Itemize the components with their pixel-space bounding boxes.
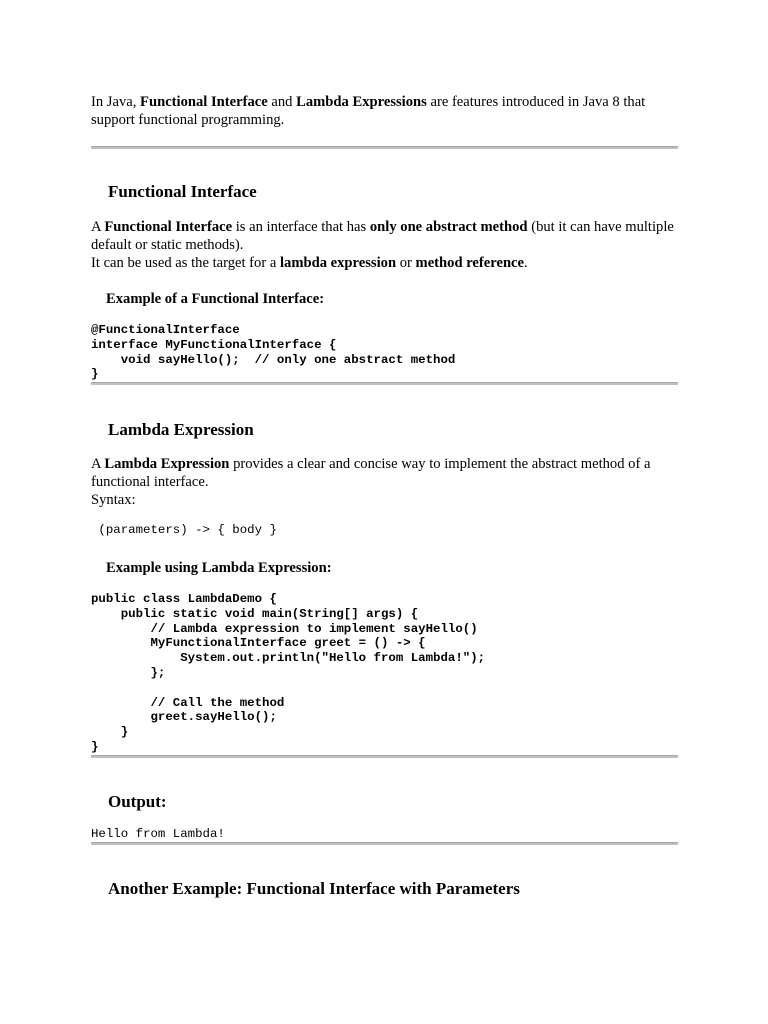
text: A xyxy=(91,219,105,235)
text: It can be used as the target for a xyxy=(91,255,280,271)
intro-bold-term: Functional Interface xyxy=(140,94,268,110)
bold-term: Functional Interface xyxy=(104,219,233,235)
functional-interface-usage xyxy=(91,254,678,272)
section-heading-another-example: Another Example: Functional Interface with Parameters xyxy=(108,878,520,898)
text: . xyxy=(524,255,528,271)
code-block-output: Hello from Lambda! xyxy=(91,826,225,841)
code-block-lambda-demo: public class LambdaDemo { public static void main(String[] args) { // Lambda expression to implement sayHello() MyFunctionalInterface greet = () -> { System.out.println("Hello from Lambda!"); }; // Call the method greet.sayHello(); } } xyxy=(91,591,486,754)
bold-term: method reference xyxy=(415,255,525,271)
bold-term: Lambda Expression xyxy=(104,456,230,473)
lambda-expression-definition xyxy=(91,455,678,491)
text: A xyxy=(91,456,105,473)
intro-text: are features introduced in Java 8 that support functional programming. xyxy=(91,94,646,128)
section-heading-functional-interface: Functional Interface xyxy=(108,182,257,201)
syntax-code: (parameters) -> { body } xyxy=(91,523,277,538)
document-body xyxy=(91,93,678,900)
example-heading-lambda: Example using Lambda Expression: xyxy=(106,559,332,576)
example-heading-functional-interface: Example of a Functional Interface: xyxy=(106,291,325,307)
section-heading-output: Output: xyxy=(108,791,167,811)
intro-bold-term: Lambda Expressions xyxy=(296,94,427,110)
bold-term: lambda expression xyxy=(279,255,397,271)
syntax-label: Syntax: xyxy=(91,492,136,509)
text: provides a clear and concise way to implement the abstract method of a functional interface. xyxy=(91,456,651,491)
text: is an interface that has xyxy=(232,219,370,235)
intro-paragraph xyxy=(91,93,678,129)
intro-text: and xyxy=(267,94,297,110)
functional-interface-definition xyxy=(91,218,678,254)
bold-term: only one abstract method xyxy=(369,219,528,235)
code-block-functional-interface: @FunctionalInterface interface MyFunctionalInterface { void sayHello(); // only one abstract method } xyxy=(91,323,456,382)
section-heading-lambda-expression: Lambda Expression xyxy=(108,420,254,440)
text: or xyxy=(396,255,416,271)
intro-text: In Java, xyxy=(91,94,141,110)
text: (but it can have multiple default or static methods). xyxy=(91,219,674,253)
